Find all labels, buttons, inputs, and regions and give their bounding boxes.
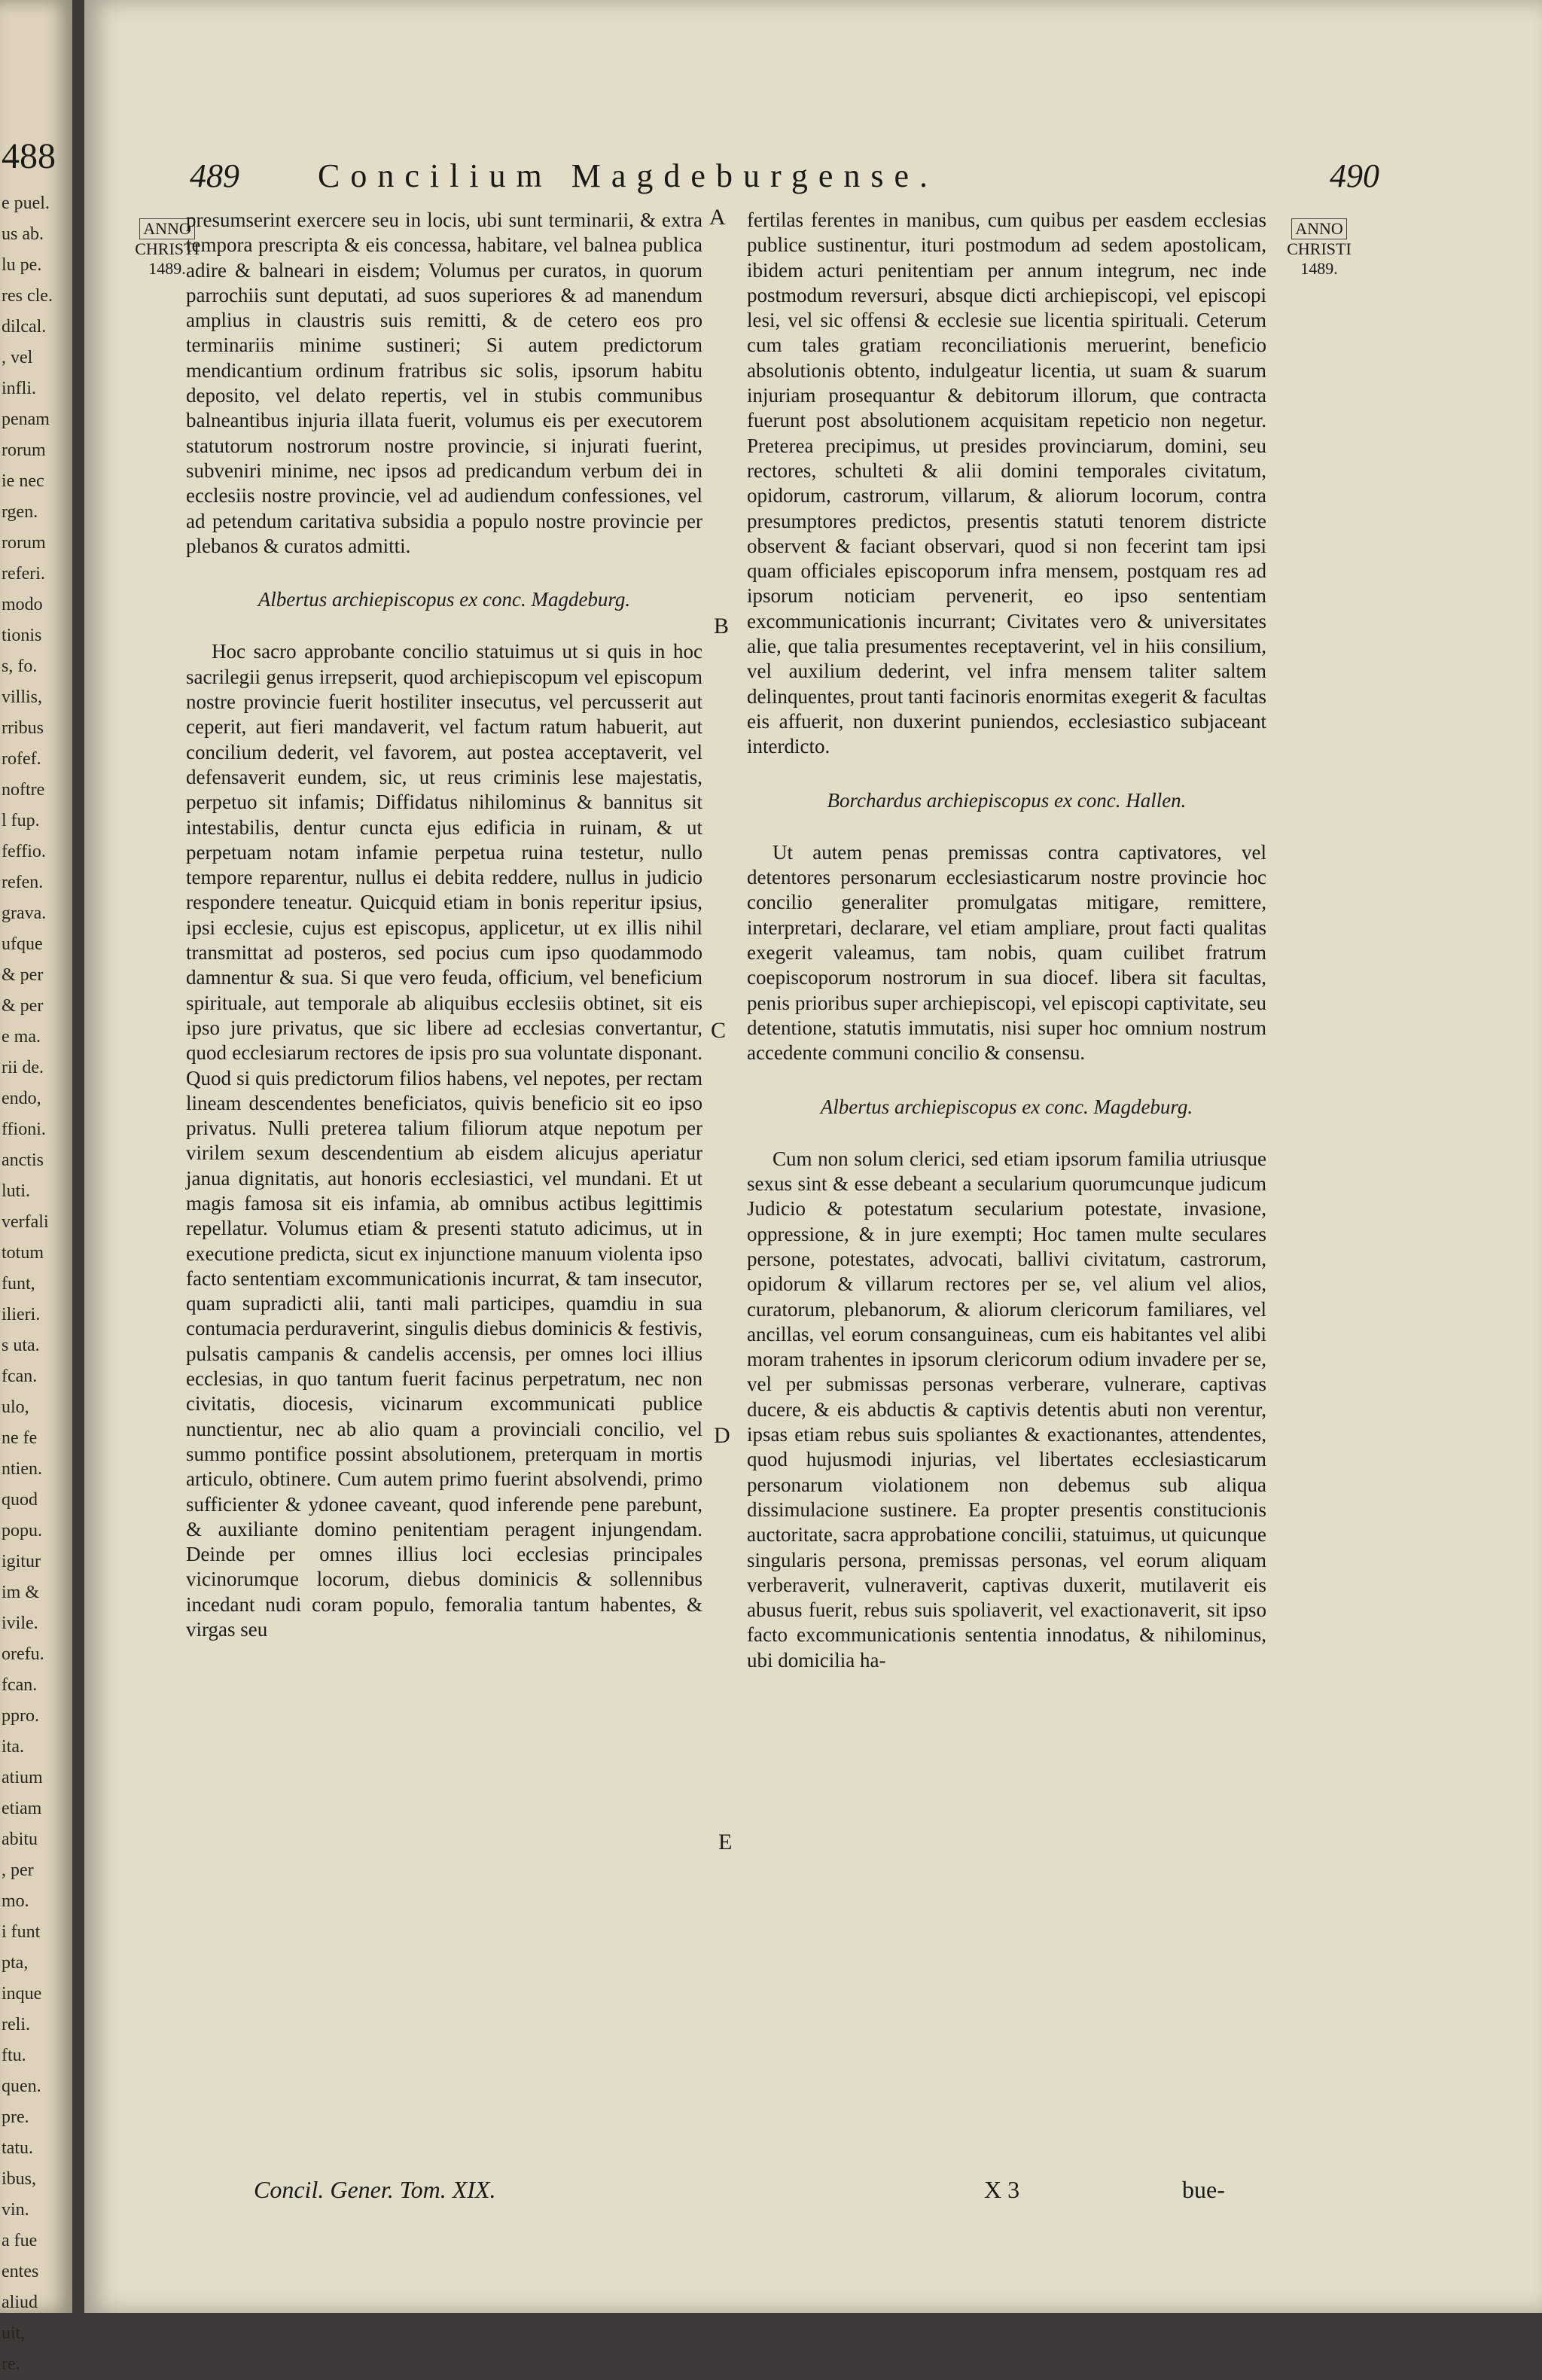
section-heading: Albertus archiepiscopus ex conc. Magdeburg. [820,1095,1193,1118]
margin-fragment: quen. [2,2077,41,2096]
margin-fragment: dilcal. [2,317,47,337]
margin-fragment: e ma. [2,1027,41,1047]
margin-fragment: l fup. [2,811,40,830]
margin-fragment: rgen. [2,502,38,522]
margin-fragment: luti. [2,1181,31,1201]
margin-fragment: uit, [2,2324,26,2343]
margin-fragment: ntien. [2,1459,42,1479]
margin-fragment: re. [2,2354,20,2374]
margin-fragment: s, fo. [2,657,38,676]
margin-fragment: orefu. [2,1644,44,1664]
margin-fragment: penam [2,410,50,429]
margin-fragment: im & [2,1583,40,1602]
text-column-right [747,208,1266,1673]
margin-fragment: rorum [2,533,46,553]
margin-fragment: ita. [2,1737,24,1757]
margin-fragment: ie nec [2,471,44,491]
text-column-left [186,208,702,1642]
margin-fragment: popu. [2,1521,42,1540]
paragraph: presumserint exercere seu in locis, ubi sunt terminarii, & extra tempora prescripta & eis concessa, habitare, vel balnea publica adire & balneari in eisdem; Volumus per curatos, in quorum parrochiis sunt deputati, ad suos superiores & ad manendum amplius in claustris suis remitti, & de cetero eos pro terminariis minime sustineri; Si autem predictorum mendicantium ordinum fratribus sic solis, ipsorum habitu deposito, vel delato repertis, vel in stubis communibus balneantibus injuria illata fuerit, volumus eis per executorem statutorum nostrorum nostre provincie, si injurati fuerint, subveniri minime, nec ipsos ad predicandum verbum dei in ecclesiis nostre provincie, vel ad audiendum confessiones, vel ad petendum caritativa subsidia a populo nostre provincie per plebanos & curatos admitti. [186,209,702,557]
margin-fragment: reli. [2,2015,30,2034]
margin-fragment: fcan. [2,1367,38,1386]
margin-fragment: feffio. [2,842,46,861]
margin-fragment: , vel [2,348,33,367]
margin-fragment: i funt [2,1922,41,1942]
section-letter-b: B [714,614,730,638]
margin-fragment: lu pe. [2,255,42,275]
book-page [84,0,1542,2313]
margin-fragment: referi. [2,564,45,584]
footer-volume: Concil. Gener. Tom. XIX. [254,2176,496,2203]
margin-fragment: ppro. [2,1706,39,1726]
paragraph: fertilas ferentes in manibus, cum quibus per easdem ecclesias publice sustinentur, ituri postmodum ad sedem apostolicam, ibidem acturi penitentiam per annum integrum, nec inde postmodum reversuri, absque dicti archiepiscopi, vel episcopi lesi, vel sic offensi & ecclesie sue licentia spirituali. Ceterum cum tales gratiam reconciliationis meruerint, beneficio absolutionis obtento, indulgeatur licentia, ut suam & suarum injuriam prosequantur & debitorum illorum, que contracta fuerunt post absolutionem acquisitam repeticio non negetur. Preterea precipimus, ut presides provinciarum, domini, seu rectores, schulteti & alii domini temporales civitatum, opidorum, castrorum, villarum, & aliorum locorum, contra presumptores predictos, presentis statuti tenorem districte observent & faciant observari, quod si non fecerint tam ipsi quam officiales episcoporum infra mensem, postquam res ad ipsorum noticiam pervenerit, eo ipso sententiam excommunicationis incurrant; Civitates vero & universitates alie, que talia presumentes receptaverint, vel in hiis consilium, vel auxilium dederint, vel infra mensem taliter saltem delinquentes, prout tanti facinoris enormitas exegerit & facultas eis affuerit, non duxerint puniendos, ecclesiastico subjaceant interdicto. [747,209,1266,758]
margin-fragment: s uta. [2,1336,40,1355]
footer-signature: X 3 [984,2176,1020,2203]
margin-fragment: refen. [2,873,44,892]
section-heading: Borchardus archiepiscopus ex conc. Hallen. [827,788,1187,812]
margin-fragment: ftu. [2,2046,26,2065]
section-letter-e: E [718,1830,733,1854]
margin-fragment: entes [2,2262,39,2281]
margin-fragment: vin. [2,2200,29,2220]
paragraph: Cum non solum clerici, sed etiam ipsorum familia utriusque sexus sint & esse debeant a secularium quorumcunque judicum Judicio & potestatum secularium potestate, invasione, oppressione, & in jure exempti; Hoc tamen multe seculares persone, potestates, advocati, ballivi civitatum, castrorum, opidorum & villarum rectores per se, vel alium vel alios, curatorum, plebanorum, & aliorum clericorum familiares, vel ancillas, vel eorum consanguineas, cum eis habitantes vel alibi moram trahentes in ipsorum clericorum odium invadere per se, vel per submissas personas verberare, vulnerare, captivas ducere, & eis abductis & captivis detentis abuti non verentur, ipsas etiam rebus suis spoliantes & exactionantes, attendentes, quod hujusmodi injurias, vel libertates ecclesiasticarum personarum violationem non debemus sub aliqua dissimulacione sustinere. Ea propter presentis constitucionis auctoritate, sacra approbatione concilii, statuimus, ut quicunque singularis persona, premissas personas, vel eorum aliquam verberaverit, vulneraverit, captivas duxerit, mutilaverit eis abusus fuerit, rebus suis spoliaverit, vel exactionaverit, sit ipso facto excommunicationis sententia innodatus, & nihilominus, ubi domicilia ha- [747,1147,1266,1671]
margin-fragment: us ab. [2,224,44,244]
section-letter-c: C [711,1018,727,1043]
margin-fragment: modo [2,595,43,614]
paragraph: Ut autem penas premissas contra captivatores, vel detentores personarum ecclesiasticarum nostre provincie hoc concilio generaliter promulgatas mitigare, remittere, interpretari, declarare, vel etiam ampliare, prout facti qualitas exegerit valeamus, tam nobis, quam cuilibet fratrum coepiscoporum nostrorum in sua diocef. libera sit facultas, penis prioribus super archiepiscopi, vel episcopi captivitate, seu detentione, statutis immutatis, nisi super hoc omnium nostrum accedente communi concilio & consensu. [747,840,1266,1065]
running-title: Concilium Magdeburgense. [318,157,938,194]
margin-fragment: inque [2,1984,42,2004]
margin-fragment: aliud [2,2293,38,2312]
margin-note-year-left: ANNO CHRISTI 1489. [135,219,200,278]
left-page-margin-text [2,188,71,2380]
margin-fragment: ilieri. [2,1305,41,1324]
margin-fragment: e puel. [2,194,50,213]
running-header [190,157,1379,209]
margin-fragment: ulo, [2,1397,29,1417]
margin-fragment: fcan. [2,1675,38,1695]
margin-fragment: totum [2,1243,44,1263]
section-letter-d: D [714,1423,730,1448]
margin-fragment: rii de. [2,1058,44,1077]
margin-fragment: pre. [2,2107,29,2127]
margin-fragment: mo. [2,1891,29,1911]
margin-fragment: igitur [2,1552,41,1571]
margin-fragment: verfali [2,1212,49,1232]
margin-fragment: funt, [2,1274,35,1294]
margin-fragment: grava. [2,904,47,923]
left-page-edge [0,0,72,2374]
margin-fragment: , per [2,1860,34,1880]
margin-fragment: villis, [2,687,43,707]
margin-fragment: a fue [2,2231,38,2250]
margin-fragment: rorum [2,440,46,460]
left-page-number: 488 [2,136,56,176]
margin-fragment: ivile. [2,1614,38,1633]
footer-catchword: bue- [1182,2176,1225,2203]
section-heading: Albertus archiepiscopus ex conc. Magdeburg. [258,588,631,611]
margin-fragment: res cle. [2,286,53,306]
margin-fragment: tionis [2,626,42,645]
margin-fragment: ffioni. [2,1120,46,1139]
margin-fragment: endo, [2,1089,41,1108]
margin-fragment: & per [2,965,44,985]
margin-fragment: noftre [2,780,45,800]
margin-fragment: ibus, [2,2169,37,2189]
margin-fragment: ne fe [2,1428,38,1448]
margin-fragment: etiam [2,1799,42,1818]
page-number-left: 489 [190,157,239,194]
margin-fragment: rribus [2,718,44,738]
paragraph: Hoc sacro approbante concilio statuimus ut si quis in hoc sacrilegii genus irrepserit, quod archiepiscopum vel episcopum nostre provincie fuerit hostiliter insecutus, vel percusserit aut ceperit, aut fieri mandaverit, vel factum ratum habuerit, aut concilium dederit, vel favorem, aut postea acceptaverit, vel defensaverit eundem, sic, ut reus criminis lese majestatis, perpetuo sit infamis; Diffidatus nihilominus & bannitus sit intestabilis, dentur cuncta ejus edificia in ruinam, & ut perpetuam notam infamie perpetua ruina testetur, nullo tempore reparentur, nullus ei debita reddere, nullus in judicio respondere teneatur. Quicquid etiam in bonis reperitur ipsius, ipsi ecclesie, cujus est episcopus, applicetur, ut ex illis nihil transmittat ad posteros, sed pocius cum ipso quodammodo damnentur & sua. Si que vero feuda, officium, vel beneficium spirituale, aut temporale ab aliquibus ecclesiis obtinet, sit eis ipso jure privatus, que sic libere ad ecclesias convertantur, quod ecclesiarum rectores de ipsis pro sua voluntate disponant. Quod si quis predictorum filios habens, vel nepotes, per rectam lineam descendentes beneficiatos, quivis beneficio sit eo ipso privatus. Nulli preterea talium filiorum atque nepotum per virilem sexum descendentium ab eisdem alicujus aperiatur janua dignitatis, aut honoris ecclesiastici, vel mundani. Et ut magis famosa sit eis infamia, ab omnibus actibus legittimis repellatur. Volumus etiam & presenti statuto adicimus, ut in executione predicta, sicut ex injunctione manuum violenta ipso facto sententiam excommunicationis incurrat, & tam insecutor, quam supradicti alii, tanti mali participes, quamdiu in sua contumacia perduraverint, singulis diebus dominicis & festivis, pulsatis campanis & candelis accensis, per omnes loci illius ecclesias, in quo tantum fuerit facinus perpetratum, nec non civitatis, diocesis, vicinarum excommunicati publice nunctientur, nec ab alio quam a provinciali concilio, vel summo pontifice possint absolutionem, preterquam in mortis articulo, obtinere. Cum autem primo fuerint absolvendi, primo sufficienter & ydonee caveant, quod inferende pene parebunt, & auxiliante domino penitentiam peragent injungendam. Deinde per omnes illius loci ecclesias principales vicinorumque locorum, diebus dominicis & sollennibus incedant nudi coram populo, femoralia tantum habentes, & virgas seu [186,640,702,1641]
margin-fragment: infli. [2,379,36,398]
section-letter-a: A [709,205,726,230]
margin-fragment: rofef. [2,749,41,769]
margin-fragment: pta, [2,1953,29,1973]
margin-fragment: atium [2,1768,43,1787]
margin-fragment: abitu [2,1830,38,1849]
margin-fragment: anctis [2,1150,44,1170]
margin-fragment: ufque [2,934,43,954]
margin-fragment: tatu. [2,2138,33,2158]
page-number-right: 490 [1330,157,1379,194]
margin-fragment: quod [2,1490,38,1510]
margin-note-year-right: ANNO CHRISTI 1489. [1287,219,1352,278]
margin-fragment: & per [2,996,44,1016]
